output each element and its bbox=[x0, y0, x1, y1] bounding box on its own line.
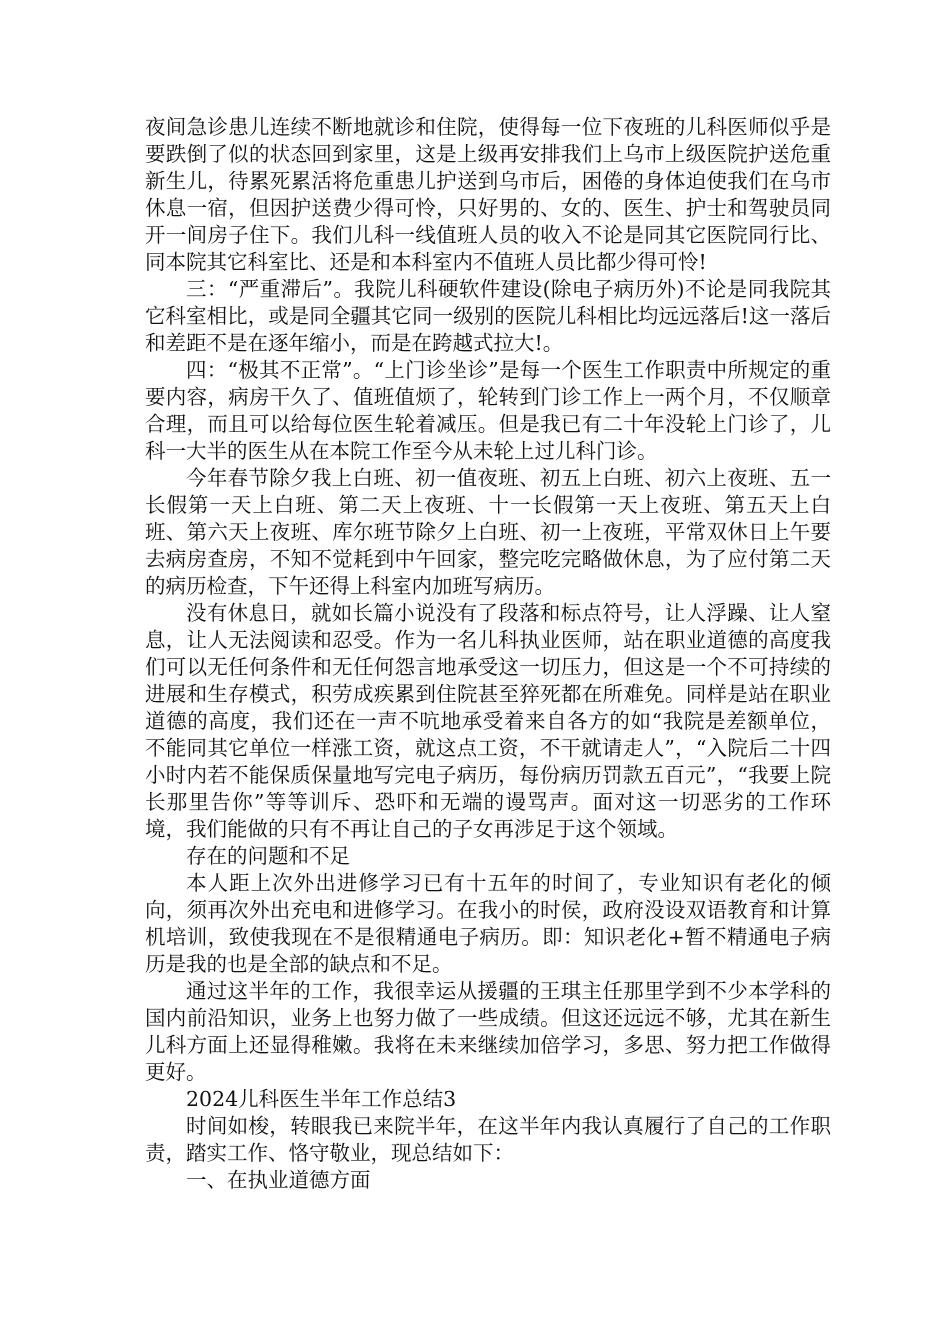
paragraph-further-study: 本人距上次外出进修学习已有十五年的时间了，专业知识有老化的倾向，须再次外出充电和进修学习。在我小的时侯，政府没设双语教育和计算机培训，致使我现在不是很精通电子病历。即：知识老化+暂不精通电子病历是我的也是全部的缺点和不足。 bbox=[145, 871, 831, 976]
section-heading-problems: 存在的问题和不足 bbox=[186, 844, 350, 868]
paragraph-point-four: 四：“极其不正常”。“上门诊坐诊”是每一个医生工作职责中所规定的重要内容，病房干久了、值班值烦了，轮转到门诊工作上一两个月，不仅顺章合理，而且可以给每位医生轮着减压。但是我已有二十年没轮上门诊了，儿科一大半的医生从在本院工作至今从未轮上过儿科门诊。 bbox=[145, 358, 831, 463]
paragraph-holiday-shifts: 今年春节除夕我上白班、初一值夜班、初五上白班、初六上夜班、五一长假第一天上白班、第二天上夜班、十一长假第一天上夜班、第五天上白班、第六天上夜班、库尔班节除夕上白班、初一上夜班，平常双休日上午要去病房查房，不知不觉耗到中午回家，整完吃完略做休息，为了应付第二天的病历检查，下午还得上科室内加班写病历。 bbox=[145, 466, 831, 598]
section-heading-ethics: 一、在执业道德方面 bbox=[186, 1168, 371, 1192]
document-body bbox=[145, 114, 831, 1194]
paragraph-point-three: 三：“严重滞后”。我院儿科硬软件建设(除电子病历外)不论是同我院其它科室相比，或是同全疆其它同一级别的医院儿科相比均远远落后!这一落后和差距不是在逐年缩小，而是在跨越式拉大!。 bbox=[145, 277, 831, 355]
section-title-summary-3: 2024儿科医生半年工作总结3 bbox=[186, 1087, 457, 1111]
paragraph-no-rest-day: 没有休息日，就如长篇小说没有了段落和标点符号，让人浮躁、让人窒息，让人无法阅读和忍受。作为一名儿科执业医师，站在职业道德的高度我们可以无任何条件和无任何怨言地承受这一切压力，但这是一个不可持续的进展和生存模式，积劳成疾累到住院甚至猝死都在所难免。同样是站在职业道德的高度，我们还在一声不吭地承受着来自各方的如“我院是差额单位，不能同其它单位一样涨工资，就这点工资，不干就请走人”，“入院后二十四小时内若不能保质保量地写完电子病历，每份病历罚款五百元”，“我要上院长那里告你”等等训斥、恐吓和无端的谩骂声。面对这一切恶劣的工作环境，我们能做的只有不再让自己的子女再涉足于这个领域。 bbox=[145, 601, 831, 841]
paragraph-half-year-work: 通过这半年的工作，我很幸运从援疆的王琪主任那里学到不少本学科的国内前沿知识，业务上也努力做了一些成绩。但这还远远不够，尤其在新生儿科方面上还显得稚嫩。我将在未来继续加倍学习，多思、努力把工作做得更好。 bbox=[145, 979, 831, 1084]
paragraph-night-emergency: 夜间急诊患儿连续不断地就诊和住院，使得每一位下夜班的儿科医师似乎是要跌倒了似的状态回到家里，这是上级再安排我们上乌市上级医院护送危重新生儿，待累死累活将危重患儿护送到乌市后，困倦的身体迫使我们在乌市休息一宿，但因护送费少得可怜，只好男的、女的、医生、护士和驾驶员同开一间房子住下。我们儿科一线值班人员的收入不论是同其它医院同行比、同本院其它科室比、还是和本科室内不值班人员比都少得可怜! bbox=[145, 115, 831, 274]
paragraph-time-flies: 时间如梭，转眼我已来院半年，在这半年内我认真履行了自己的工作职责，踏实工作、恪守敬业，现总结如下： bbox=[145, 1114, 831, 1165]
